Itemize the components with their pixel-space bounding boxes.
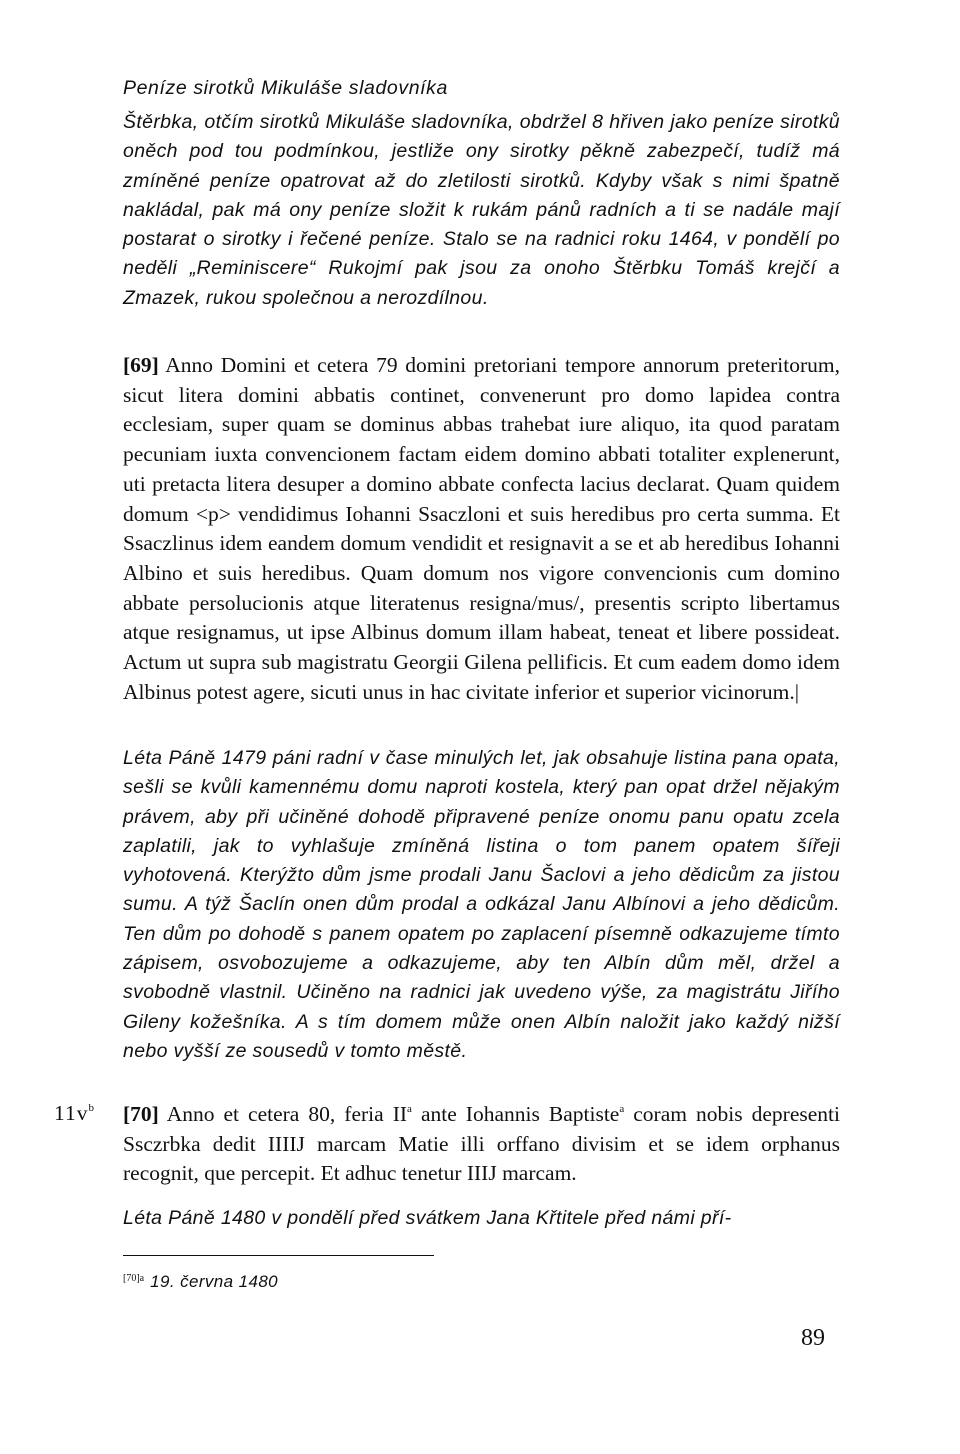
entry-69-number: [69] <box>123 353 159 377</box>
entry-70-latin-part2: ante Iohannis Baptiste <box>411 1102 620 1126</box>
entry-70-latin-text <box>123 1100 840 1189</box>
entry-70-number: [70] <box>123 1102 159 1126</box>
margin-folio-number: 11v <box>54 1101 89 1125</box>
entry-70-latin-part1: Anno et cetera 80, feria II <box>166 1102 408 1126</box>
entry-70-czech-translation: Léta Páně 1480 v pondělí před svátkem Jana Křtitele před námi pří- <box>123 1207 732 1229</box>
entry-69-latin-text <box>123 351 840 707</box>
footnote-reference-a: a <box>619 1103 625 1115</box>
entry-70-superscript-a: a <box>407 1103 412 1115</box>
footnote-separator-rule <box>123 1255 434 1256</box>
page-number: 89 <box>801 1325 825 1351</box>
footnote <box>123 1272 278 1292</box>
entry-70-latin-part3: coram nobis depresenti Ssczrbka dedit IIIIJ marcam Matie illi orffano divisim et se idem orphanus recognit, que percepit. Et adhuc tenetur IIIJ marcam. <box>123 1102 840 1186</box>
entry-68-czech-translation: Štěrbka, otčím sirotků Mikuláše sladovníka, obdržel 8 hřiven jako peníze sirotků oněch pod tou podmínkou, jestliže ony sirotky pěkně zabezpečí, tudíž má zmíněné peníze opatrovat až do zletilosti sirotků. Kdyby však s nimi špatně nakládal, pak má ony peníze složit k rukám pánů radních a ti se nadále mají postarat o sirotky i řečené peníze. Stalo se na radnici roku 1464, v pondělí po neděli „Reminiscere“ Rukojmí pak jsou za onoho Štěrbku Tomáš krejčí a Zmazek, rukou společnou a nerozdílnou. <box>123 111 840 309</box>
footnote-mark: [70]a <box>123 1273 145 1284</box>
margin-folio-superscript: b <box>88 1102 95 1114</box>
footnote-text: 19. června 1480 <box>150 1272 279 1291</box>
entry-68-heading: Peníze sirotků Mikuláše sladovníka <box>123 77 448 99</box>
entry-69-latin-body: Anno Domini et cetera 79 domini pretoriani tempore annorum preteritorum, sicut litera domini abbatis continet, convenerunt pro domo lapidea contra ecclesiam, super quam se dominus abbas trahebat iure aliquo, ita quod paratam pecuniam iuxta convencionem factam eidem domino abbati totaliter explenerunt, uti pretacta litera desuper a domino abbate confecta lacius declarat. Quam quidem domum <p> vendidimus Iohanni Ssaczloni et suis heredibus pro certa summa. Et Ssaczlinus idem eandem domum vendidit et resignavit a se et ab heredibus Iohanni Albino et suis heredibus. Quam domum nos vigore convencionis cum domino abbate persolucionis atque literatenus resigna/mus/, presentis scripto libertamus atque resignamus, ut ipse Albinus domum illam habeat, teneat et libere possideat. Actum ut supra sub magistratu Georgii Gilena pellificis. Et cum eadem domo idem Albinus potest agere, sicuti unus in hac civitate inferior et superior vicinorum.| <box>123 353 840 704</box>
margin-folio-reference <box>54 1101 95 1126</box>
entry-69-czech-translation: Léta Páně 1479 páni radní v čase minulých let, jak obsahuje listina pana opata, sešli se kvůli kamennému domu naproti kostela, který pan opat držel nějakým právem, aby při učiněné dohodě připravené peníze onomu panu opatu zcela zaplatili, jak to vyhlašuje zmíněná listina o tom panem opatem šířeji vyhotovená. Kterýžto dům jsme prodali Janu Šaclovi a jeho dědicům za jistou sumu. A týž Šaclín onen dům prodal a odkázal Janu Albínovi a jeho dědicům. Ten dům po dohodě s panem opatem po zaplacení písemně odkazujeme tímto zápisem, osvobozujeme a odkazujeme, aby ten Albín dům měl, držel a svobodně vlastnil. Učiněno na radnici jak uvedeno výše, za magistrátu Jiřího Gileny kožešníka. A s tím domem může onen Albín naložit jako každý nižší nebo vyšší ze sousedů v tomto městě. <box>123 747 840 1062</box>
